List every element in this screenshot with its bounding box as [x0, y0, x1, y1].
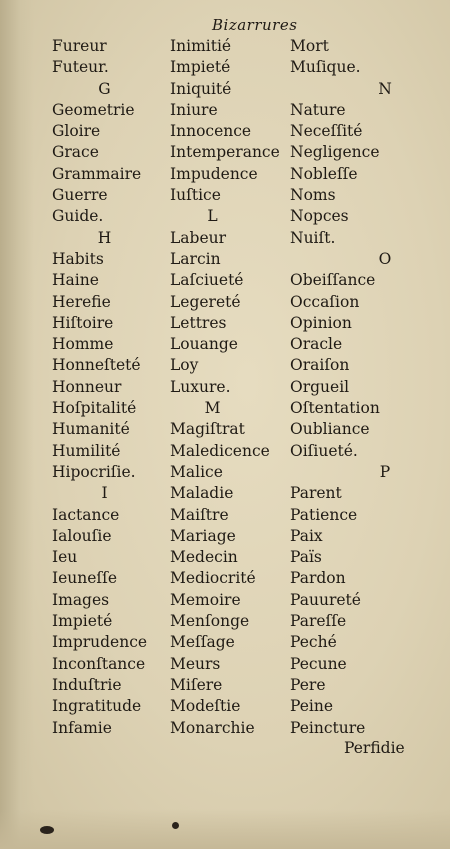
index-entry: Honneſteté	[52, 356, 141, 375]
index-entry: Malice	[170, 462, 223, 481]
index-entry: Paix	[290, 526, 323, 545]
index-entry: Ingratitude	[52, 697, 142, 716]
index-entry: Iniquité	[170, 79, 232, 98]
index-entry: Monarchie	[170, 718, 255, 737]
section-letter: H	[97, 228, 112, 247]
index-entry: Impieté	[52, 612, 113, 631]
section-letter: M	[204, 399, 221, 418]
index-entry: Neceſſité	[290, 122, 363, 141]
index-entry: Humilité	[52, 441, 121, 460]
index-entry: Mort	[290, 37, 329, 55]
index-entry: Louange	[170, 335, 238, 354]
index-entry: Pareſſe	[290, 612, 347, 631]
index-entry: Parent	[290, 484, 342, 503]
index-entry: Oraiſon	[290, 356, 350, 375]
index-entry: Gloire	[52, 122, 101, 141]
index-entry: Humanité	[52, 420, 130, 439]
index-entry: Grace	[52, 143, 99, 162]
index-entry: Herefie	[52, 292, 111, 311]
index-entry: Ieu	[52, 548, 78, 567]
index-entry: Grammaire	[52, 164, 142, 183]
index-entry: Fureur	[52, 37, 107, 55]
index-entry: Oubliance	[290, 420, 370, 439]
index-entry: Larcin	[170, 249, 221, 268]
page-gutter-shadow	[0, 0, 34, 849]
index-entry: Guide.	[52, 207, 104, 226]
index-entry: Iactance	[52, 505, 120, 524]
index-entry: Maledicence	[170, 441, 270, 460]
ink-blot	[40, 826, 54, 834]
index-entry: Medecin	[170, 548, 238, 567]
index-entry: Homme	[52, 335, 114, 354]
section-letter: P	[379, 462, 391, 481]
index-entry: Peincture	[290, 718, 366, 737]
index-entry: Inimitié	[170, 37, 232, 55]
index-entry: Impieté	[170, 58, 231, 77]
index-entry: Images	[52, 590, 110, 609]
index-entry: Ieuneſſe	[52, 569, 118, 588]
index-entry: Orgueil	[290, 377, 350, 396]
index-entry: Luxure.	[170, 377, 231, 396]
section-letter: I	[101, 484, 108, 503]
index-entry: Menſonge	[170, 612, 250, 631]
index-entry: Noms	[290, 186, 336, 205]
catchword: Perfidie	[344, 739, 405, 757]
index-entry: Nature	[290, 100, 346, 119]
index-entry: Mariage	[170, 526, 236, 545]
index-entry: Legereté	[170, 292, 241, 311]
index-entry: Meſſage	[170, 633, 235, 652]
index-entry: Meurs	[170, 654, 221, 673]
index-entry: Impudence	[170, 164, 258, 183]
index-column-2	[170, 36, 310, 739]
index-entry: Pardon	[290, 569, 346, 588]
index-entry: Païs	[290, 548, 322, 567]
index-entry: Obeiſſance	[290, 271, 376, 290]
index-entry: Patience	[290, 505, 358, 524]
index-entry: Guerre	[52, 186, 108, 205]
index-entry: Miſere	[170, 675, 223, 694]
index-entry: Imprudence	[52, 633, 148, 652]
index-entry: Pere	[290, 675, 326, 694]
index-entry: Infamie	[52, 718, 112, 737]
index-entry: Nuiſt.	[290, 228, 336, 247]
index-entry: Lettres	[170, 313, 227, 332]
index-entry: Innocence	[170, 122, 252, 141]
index-entry: Intemperance	[170, 143, 280, 162]
section-letter: L	[207, 207, 218, 226]
index-entry: Magiſtrat	[170, 420, 245, 439]
index-entry: Ialouſie	[52, 526, 112, 545]
index-entry: Oracle	[290, 335, 343, 354]
index-entry: Peine	[290, 697, 334, 716]
index-entry: Muſique.	[290, 58, 361, 77]
index-entry: Mediocrité	[170, 569, 256, 588]
index-entry: Hoſpitalité	[52, 399, 137, 418]
index-entry: Maladie	[170, 484, 234, 503]
index-entry: Memoire	[170, 590, 241, 609]
index-entry: Iniure	[170, 100, 218, 119]
index-entry: Futeur.	[52, 58, 109, 77]
index-entry: Maiſtre	[170, 505, 229, 524]
index-entry: Laſciueté	[170, 271, 244, 290]
index-entry: Haine	[52, 271, 99, 290]
index-entry: Nopces	[290, 207, 349, 226]
section-letter: G	[98, 79, 111, 98]
running-header: Bizarrures	[212, 16, 298, 34]
index-column-3	[290, 36, 440, 739]
index-entry: Iuſtice	[170, 186, 221, 205]
index-entry: Opinion	[290, 313, 352, 332]
index-entry: Occaſion	[290, 292, 360, 311]
section-letter: O	[378, 249, 392, 268]
index-entry: Modeſtie	[170, 697, 241, 716]
index-entry: Pecune	[290, 654, 347, 673]
index-entry: Labeur	[170, 228, 227, 247]
index-entry: Habits	[52, 249, 104, 268]
page-bottom-shadow	[0, 809, 450, 849]
index-entry: Pauureté	[290, 590, 361, 609]
index-entry: Geometrie	[52, 100, 135, 119]
index-entry: Hipocriſie.	[52, 462, 136, 481]
index-entry: Oiſiueté.	[290, 441, 358, 460]
section-letter: N	[378, 79, 392, 98]
index-entry: Nobleſſe	[290, 164, 358, 183]
index-entry: Inconſtance	[52, 654, 146, 673]
index-entry: Oſtentation	[290, 399, 380, 418]
index-entry: Loy	[170, 356, 199, 375]
ink-blot	[172, 822, 179, 829]
index-column-1	[52, 36, 182, 739]
index-entry: Honneur	[52, 377, 122, 396]
index-entry: Peché	[290, 633, 337, 652]
index-entry: Induſtrie	[52, 675, 122, 694]
index-entry: Hiſtoire	[52, 313, 114, 332]
index-entry: Negligence	[290, 143, 380, 162]
